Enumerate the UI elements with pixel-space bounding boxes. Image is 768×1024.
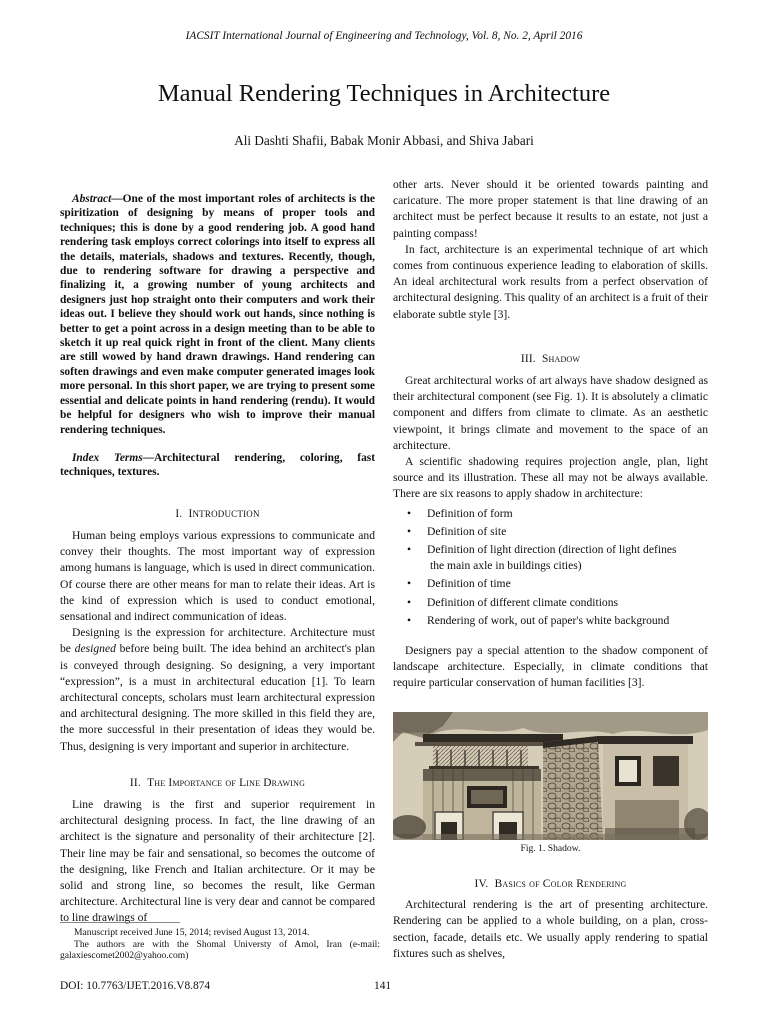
line-drawing-paragraph-2: In fact, architecture is an experimental technique of art which comes from continuous experience leading to elaboration of skills. An ideal architectural work results from a perfect observation of architectural designing. This quality of an architect is a fruit of their elaborate subtle style [3]. (393, 242, 708, 321)
list-item: • Definition of different climate conditions (407, 595, 619, 609)
shadow-reasons-list (393, 506, 708, 629)
abstract-text: One of the most important roles of architects is the spiritization of designing by means of proper tools and techniques; this is done by a good rendering job. A good hand rendering task employs correct colorings into itself to express all the details, materials, shadows and textures. Recently, though, due to rendering software for drawing a perspective and finalizing it, a growing number of young architects and designers just hop straight onto their computers and work their ideas out. I believe they should work out hands, since nothing is better to get a point across in a design meeting than to be able to sketch it up real quick right in front of the client. Many clients are still wowed by hand drawn drawings. Hand rendering can soften drawings and even make computer generated images look more personal. In this short paper, we are trying to present some essential and delicate points in hand rendering (rendu). It would be helpful for designers who wish to improve their manual rendering techniques. (60, 193, 375, 436)
list-item: • Definition of time (407, 577, 511, 591)
footnote-rule (60, 922, 180, 923)
right-column (393, 177, 708, 692)
left-column (60, 192, 375, 927)
shadow-paragraph-2: A scientific shadowing requires projection angle, plan, light source and its illustration. These all may not be always available. There are six reasons to apply shadow in architecture: (393, 455, 708, 501)
color-rendering-paragraph-1: Architectural rendering is the art of presenting architecture. Rendering can be applied to a whole building, on a plan, cross-section, facade, details etc. We usually apply rendering to spatial fixtures such as shelves, (393, 898, 708, 960)
list-item: • Definition of light direction (direction of light defines the main axle in buildings cities) (407, 543, 677, 573)
shadow-paragraph-1: Great architectural works of art always have shadow designed as their architectural component (see Fig. 1). It is absolutely a climatic component and differs from climate to climate. As an aesthetic viewpoint, it brings climate and movement to the space of an architecture. (393, 374, 708, 452)
figure-shadow-sketch (393, 712, 708, 840)
figure-caption: Fig. 1. Shadow. (520, 843, 581, 854)
running-head: IACSIT International Journal of Engineering and Technology, Vol. 8, No. 2, April 2016 (185, 30, 583, 42)
abstract-label: Abstract (72, 193, 112, 205)
section-heading-shadow: III. Shadow (520, 352, 581, 365)
list-item: • Definition of form (407, 506, 513, 520)
section-heading-line-drawing: II. The Importance of Line Drawing (129, 776, 306, 789)
section-heading-color-rendering: IV. Basics of Color Rendering (474, 878, 627, 890)
paper-title: Manual Rendering Techniques in Architecture (157, 80, 611, 107)
intro-paragraph-2: Designing is the expression for architecture. Architecture must be designed before being built. The idea behind an architect's plan is conveyed through designing. So designing, a very important “expression”, is a must in architectural education [1]. To learn architectural concepts, scholars must learn architectural expression and architectural designing. The more skilled in this field they are, the more successful in their presentation of ideas they would be. Thus, designing is very important and superior in architecture. (60, 626, 375, 753)
list-item: • Rendering of work, out of paper's white background (407, 613, 670, 627)
doi-footer: DOI: 10.7763/IJET.2016.V8.874 (60, 980, 211, 992)
line-drawing-paragraph-1-continued: other arts. Never should it be oriented towards painting and caricature. The more proper statement is that line drawing of an architect must be perfect because it results to an estate, not just a painting compass! (393, 178, 708, 240)
section-heading-introduction: I. INTRODUCTION (175, 507, 260, 520)
author-list: Ali Dashti Shafii, Babak Monir Abbasi, and Shiva Jabari (234, 133, 534, 148)
building-sketch-image (393, 712, 708, 840)
abstract: Abstract—One of the most important roles of architects is the spiritization of designing by means of proper tools and techniques; this is done by a good rendering job. A good hand rendering task employs correct colorings into itself to express all the details, materials, shadows and textures. Recently, though, due to rendering software for drawing a perspective and finalizing it, a growing number of young architects and designers just hop straight onto their computers and work their ideas out. I believe they should work out hands, since nothing is better to get a point across in a design meeting than to be able to sketch it up real quick right in front of the client. Many clients are still wowed by hand drawn drawings. Hand rendering can soften drawings and even make computer generated images look more personal. In this short paper, we are trying to present some essential and delicate points in hand rendering (rendu). It would be helpful for designers who wish to improve their manual rendering techniques. (60, 193, 375, 436)
intro-paragraph-1: Human being employs various expressions to communicate and convey their thoughts. The most important way of expression among humans is language, which is used in direct communication. Of course there are other means for man to relate their ideas. Art is the kind of expression which is used to conduct emotional, sensational and indirect communication of ideas. (60, 528, 375, 623)
index-terms: Index Terms—Architectural rendering, coloring, fast techniques, textures. (60, 451, 375, 479)
footnotes (60, 922, 380, 962)
line-drawing-paragraph-1: Line drawing is the first and superior requirement in architectural designing process. In fact, the line drawing of an architect is the signature and personality of their architecture [2]. Their line may be fair and sensational, so becomes the outcome of the designing, like French and Italian architecture. Or it may be solid and strong line, so becomes the result, like German architecture. Architectural line is very dear and cannot be compared to line drawings of (60, 797, 375, 925)
footnote-affiliation: The authors are with the Shomal Universty of Amol, Iran (e-mail: galaxiescomet2002@yahoo.com) (60, 938, 380, 962)
emphasis-designed: designed (74, 642, 116, 656)
list-item: • Definition of site (407, 524, 507, 538)
footnote-received: Manuscript received June 15, 2014; revised August 13, 2014. (74, 927, 310, 938)
shadow-paragraph-3: Designers pay a special attention to the shadow component of landscape architecture. Especially, in climate conditions that require particular conservation of human facilities [3]. (393, 644, 708, 690)
page-number: 141 (374, 980, 392, 992)
index-terms-label: Index Terms (72, 451, 143, 464)
right-column-lower (393, 876, 708, 962)
index-terms-text: Architectural rendering, coloring, fast techniques, textures. (60, 451, 375, 479)
